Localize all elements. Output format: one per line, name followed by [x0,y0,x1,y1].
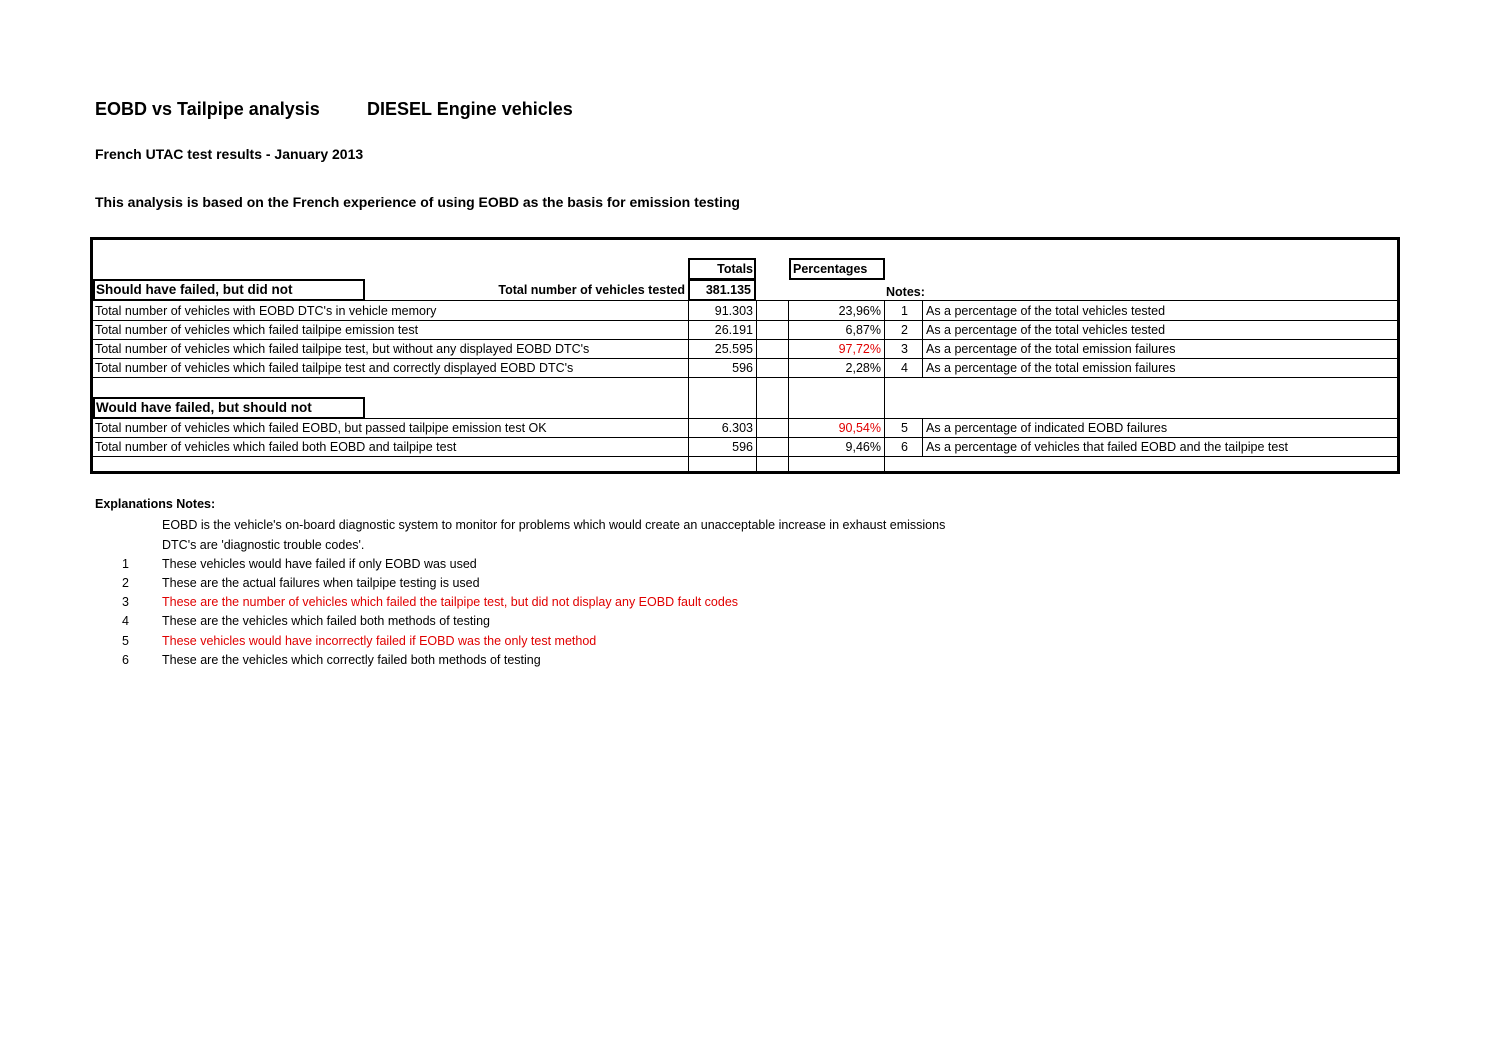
row-2-total: 26.191 [714,323,753,337]
row-3-total: 25.595 [714,342,753,356]
row-3-note-no: 3 [901,342,908,356]
explanation-text-5: These vehicles would have incorrectly failed if EOBD was the only test method [162,634,597,648]
explanation-no-1: 1 [122,557,129,571]
explanation-intro-1: EOBD is the vehicle's on-board diagnostic system to monitor for problems which would create an unacceptable increase in exhaust emissions [162,518,946,532]
total-tested-value: 381.135 [705,283,751,297]
explanation-text-2: These are the actual failures when tailpipe testing is used [162,576,480,590]
row-4-total: 596 [732,361,753,375]
section2-label: Would have failed, but should not [96,400,312,415]
row-4-pct: 2,28% [845,361,881,375]
explanation-no-6: 6 [122,653,129,667]
row-1-pct: 23,96% [838,304,881,318]
explanation-text-4: These are the vehicles which failed both methods of testing [162,614,490,628]
analysis-table [90,237,1400,474]
percentages-header: Percentages [793,262,868,276]
row-3-note: As a percentage of the total emission failures [926,342,1176,356]
row-5-note: As a percentage of indicated EOBD failures [926,421,1168,435]
explanations-heading: Explanations Notes: [95,497,216,511]
explanation-intro-2: DTC's are 'diagnostic trouble codes'. [162,538,365,552]
row-4-label: Total number of vehicles which failed tailpipe test and correctly displayed EOBD DTC's [95,361,574,375]
row-6-pct: 9,46% [845,440,881,454]
row-5-pct: 90,54% [838,421,881,435]
page-subtitle: DIESEL Engine vehicles [367,99,573,119]
totals-header: Totals [717,262,753,276]
explanation-no-2: 2 [122,576,129,590]
row-4-note: As a percentage of the total emission failures [926,361,1176,375]
row-2-note: As a percentage of the total vehicles tested [926,323,1166,337]
row-1-total: 91.303 [714,304,753,318]
page-title: EOBD vs Tailpipe analysis [95,99,320,119]
source-line: French UTAC test results - January 2013 [95,146,364,162]
explanation-no-5: 5 [122,634,129,648]
row-2-pct: 6,87% [845,323,881,337]
explanation-text-6: These are the vehicles which correctly failed both methods of testing [162,653,541,667]
total-tested-label: Total number of vehicles tested [498,283,685,297]
explanation-text-3: These are the number of vehicles which failed the tailpipe test, but did not display any EOBD fault codes [162,595,739,609]
notes-header: Notes: [886,285,925,299]
row-6-label: Total number of vehicles which failed both EOBD and tailpipe test [95,440,457,454]
row-5-label: Total number of vehicles which failed EOBD, but passed tailpipe emission test OK [95,421,547,435]
row-6-note-no: 6 [901,440,908,454]
row-1-note: As a percentage of the total vehicles tested [926,304,1166,318]
row-2-label: Total number of vehicles which failed tailpipe emission test [95,323,419,337]
row-3-pct: 97,72% [838,342,881,356]
intro-line: This analysis is based on the French experience of using EOBD as the basis for emission testing [95,194,740,210]
row-3-label: Total number of vehicles which failed tailpipe test, but without any displayed EOBD DTC's [95,342,590,356]
row-2-note-no: 2 [901,323,908,337]
explanation-text-1: These vehicles would have failed if only EOBD was used [162,557,477,571]
row-6-total: 596 [732,440,753,454]
row-1-label: Total number of vehicles with EOBD DTC's in vehicle memory [95,304,437,318]
row-4-note-no: 4 [901,361,908,375]
explanation-no-4: 4 [122,614,129,628]
row-6-note: As a percentage of vehicles that failed EOBD and the tailpipe test [926,440,1289,454]
row-1-note-no: 1 [901,304,908,318]
section1-label: Should have failed, but did not [96,282,293,297]
explanation-no-3: 3 [122,595,129,609]
row-5-note-no: 5 [901,421,908,435]
row-5-total: 6.303 [721,421,753,435]
